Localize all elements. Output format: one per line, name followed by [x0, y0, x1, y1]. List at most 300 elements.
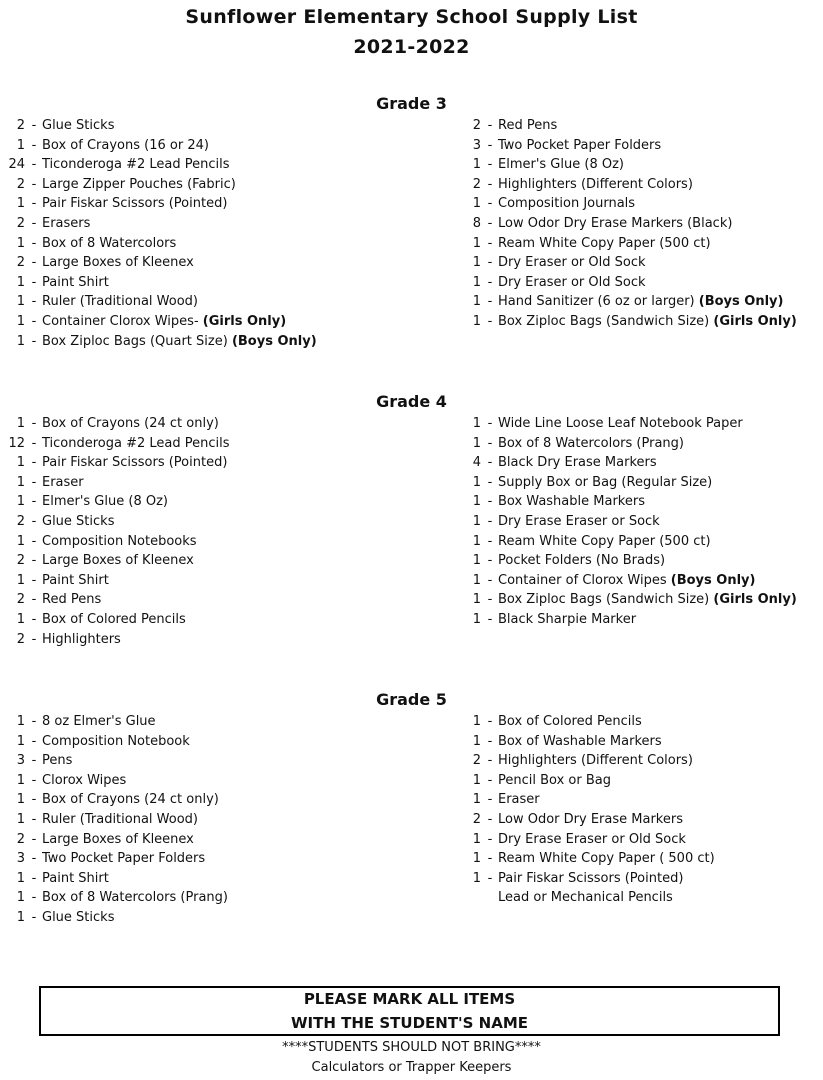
item-dash: - [487, 176, 493, 192]
item-label: Elmer's Glue (8 Oz) [498, 157, 624, 173]
item-quantity: 1 [16, 494, 25, 510]
item-label: Low Odor Dry Erase Markers [498, 812, 683, 827]
item-name [498, 215, 732, 232]
item-dash: - [31, 435, 37, 451]
notice-box [39, 986, 780, 1036]
item-name [42, 870, 109, 887]
item-dash: - [31, 333, 37, 349]
item-name [42, 293, 198, 310]
footer-warning: ****STUDENTS SHOULD NOT BRING**** [282, 1040, 541, 1055]
item-dash: - [487, 553, 493, 569]
item-dash: - [487, 157, 493, 173]
item-label: Ruler (Traditional Wood) [42, 812, 198, 827]
item-quantity: 1 [472, 435, 481, 451]
list-item [461, 831, 821, 848]
item-dash: - [31, 612, 37, 627]
item-quantity: 2 [16, 514, 25, 529]
grade-5-heading: Grade 5 [376, 690, 447, 709]
list-item [5, 215, 365, 232]
item-label: Container of Clorox Wipes [498, 572, 667, 588]
list-item [461, 274, 821, 291]
item-name [498, 137, 661, 154]
item-quantity: 12 [8, 435, 25, 451]
item-label: Glue Sticks [42, 514, 115, 529]
item-quantity: 1 [472, 612, 481, 627]
item-quantity: 1 [16, 533, 25, 549]
item-name [498, 752, 693, 769]
item-name [498, 733, 662, 750]
item-quantity: 2 [472, 118, 481, 133]
item-label: Eraser [498, 792, 540, 808]
list-item [5, 156, 365, 173]
item-dash: - [31, 870, 37, 886]
item-name [498, 572, 755, 589]
item-quantity: 1 [16, 314, 25, 329]
list-item [5, 572, 365, 589]
item-quantity: 1 [16, 333, 25, 349]
list-item [5, 831, 365, 848]
item-quantity: 1 [472, 792, 481, 808]
list-item [461, 811, 821, 828]
item-quantity: 1 [472, 831, 481, 847]
item-quantity: 2 [16, 592, 25, 608]
item-dash: - [487, 514, 493, 529]
item-name [42, 572, 109, 589]
item-dash: - [31, 890, 37, 906]
list-item [461, 889, 821, 906]
list-item [461, 752, 821, 769]
list-item [5, 772, 365, 789]
item-name [42, 333, 317, 350]
item-quantity: 1 [16, 274, 25, 290]
item-dash: - [487, 455, 493, 471]
item-quantity: 2 [16, 255, 25, 271]
item-dash: - [31, 851, 37, 867]
list-item [5, 274, 365, 291]
item-dash: - [487, 733, 493, 749]
item-label: Pocket Folders (No Brads) [498, 553, 666, 569]
list-item [5, 811, 365, 828]
item-label: Box of Washable Markers [498, 733, 662, 749]
item-dash: - [487, 416, 493, 431]
list-item [5, 195, 365, 212]
item-quantity: 1 [16, 714, 25, 729]
item-label: Large Boxes of Kleenex [42, 831, 194, 847]
item-quantity: 1 [16, 733, 25, 749]
item-quantity: 1 [472, 714, 481, 729]
item-label: Highlighters (Different Colors) [498, 176, 693, 192]
item-name [498, 117, 557, 134]
item-label: Glue Sticks [42, 118, 115, 133]
item-name [498, 313, 797, 330]
item-dash: - [31, 314, 37, 329]
item-name [498, 611, 636, 628]
item-name [42, 591, 101, 608]
item-name [42, 772, 126, 789]
item-label: Composition Journals [498, 196, 636, 212]
item-label: Highlighters (Different Colors) [498, 753, 693, 769]
school-year: 2021-2022 [353, 36, 470, 58]
item-quantity: 1 [472, 474, 481, 490]
list-item [461, 235, 821, 252]
item-dash: - [31, 812, 37, 827]
item-dash: - [31, 753, 37, 769]
item-label: Box of Crayons (24 ct only) [42, 792, 219, 808]
item-quantity: 2 [16, 118, 25, 133]
list-item [5, 474, 365, 491]
item-name [498, 850, 715, 867]
item-quantity: 24 [8, 157, 25, 173]
item-name [498, 493, 645, 510]
item-dash: - [487, 196, 493, 212]
list-item [461, 552, 821, 569]
item-dash: - [487, 494, 493, 510]
item-name [42, 274, 109, 291]
item-quantity: 2 [472, 176, 481, 192]
item-name [42, 215, 90, 232]
list-item [461, 454, 821, 471]
item-name [42, 552, 194, 569]
item-label: Box of 8 Watercolors (Prang) [498, 435, 684, 451]
item-quantity: 1 [16, 416, 25, 431]
item-name [498, 415, 743, 432]
list-item [461, 733, 821, 750]
list-item [5, 713, 365, 730]
item-label: Dry Erase Eraser or Old Sock [498, 831, 686, 847]
item-quantity: 1 [16, 612, 25, 627]
item-name [42, 850, 205, 867]
item-label: Ream White Copy Paper (500 ct) [498, 235, 711, 251]
list-item [5, 611, 365, 628]
item-quantity: 1 [16, 870, 25, 886]
list-item [5, 454, 365, 471]
item-quantity: 1 [472, 733, 481, 749]
item-name [42, 254, 194, 271]
list-item [461, 791, 821, 808]
item-label: Paint Shirt [42, 274, 109, 290]
item-label: Glue Sticks [42, 910, 115, 925]
item-label: Ruler (Traditional Wood) [42, 294, 198, 310]
item-dash: - [31, 216, 37, 231]
item-dash: - [487, 255, 493, 271]
item-dash: - [31, 196, 37, 212]
list-item [5, 293, 365, 310]
item-label: Pair Fiskar Scissors (Pointed) [42, 455, 228, 471]
item-dash: - [31, 514, 37, 529]
item-label: Composition Notebooks [42, 533, 197, 549]
item-label: Box Ziploc Bags (Sandwich Size) [498, 314, 710, 329]
item-name [42, 415, 219, 432]
grade-3-heading: Grade 3 [376, 94, 447, 113]
item-dash: - [487, 435, 493, 451]
item-dash: - [487, 533, 493, 549]
item-dash: - [31, 733, 37, 749]
item-name [42, 791, 219, 808]
item-label: Box of Crayons (16 or 24) [42, 137, 209, 153]
item-quantity: 2 [16, 176, 25, 192]
grade-4-heading: Grade 4 [376, 392, 447, 411]
item-name [498, 195, 635, 212]
list-item [5, 909, 365, 926]
item-dash: - [487, 216, 493, 231]
item-quantity: 1 [16, 455, 25, 471]
item-dash: - [31, 157, 37, 173]
list-item [5, 254, 365, 271]
item-dash: - [487, 474, 493, 490]
item-quantity: 2 [16, 831, 25, 847]
item-dash: - [31, 572, 37, 588]
list-item [5, 870, 365, 887]
list-item [5, 631, 365, 648]
item-label: Large Boxes of Kleenex [42, 255, 194, 271]
item-quantity: 1 [16, 890, 25, 906]
footer-items: Calculators or Trapper Keepers [311, 1060, 512, 1075]
item-dash: - [487, 851, 493, 867]
item-name [42, 752, 72, 769]
list-item [461, 591, 821, 608]
item-quantity: 1 [472, 870, 481, 886]
list-item [5, 752, 365, 769]
item-note: (Girls Only) [713, 592, 797, 608]
item-name [498, 552, 665, 569]
item-label: Paint Shirt [42, 572, 109, 588]
item-dash: - [31, 474, 37, 490]
item-name [42, 533, 197, 550]
item-name [42, 137, 209, 154]
item-quantity: 1 [472, 274, 481, 290]
item-dash: - [31, 553, 37, 569]
item-name [498, 274, 646, 291]
item-name [42, 156, 230, 173]
list-item [461, 435, 821, 452]
item-quantity: 1 [472, 196, 481, 212]
list-item [5, 435, 365, 452]
item-dash: - [31, 118, 37, 133]
item-label: Ream White Copy Paper ( 500 ct) [498, 851, 715, 867]
item-name [42, 176, 236, 193]
item-name [42, 235, 176, 252]
list-item [5, 117, 365, 134]
item-name [498, 235, 711, 252]
item-label: Black Dry Erase Markers [498, 455, 657, 471]
list-item [5, 513, 365, 530]
item-label: Black Sharpie Marker [498, 612, 637, 627]
item-label: Supply Box or Bag (Regular Size) [498, 474, 713, 490]
item-quantity: 3 [472, 137, 481, 153]
item-label: Ticonderoga #2 Lead Pencils [42, 435, 230, 451]
item-label: Large Boxes of Kleenex [42, 553, 194, 569]
item-quantity: 1 [16, 772, 25, 788]
item-label: Box of Crayons (24 ct only) [42, 416, 219, 431]
list-item [461, 156, 821, 173]
item-name [498, 513, 660, 530]
item-label: Erasers [42, 216, 91, 231]
item-note: (Boys Only) [698, 294, 784, 310]
list-item [5, 176, 365, 193]
item-quantity: 1 [472, 533, 481, 549]
item-quantity: 1 [16, 196, 25, 212]
item-name [498, 474, 712, 491]
item-quantity: 2 [472, 753, 481, 769]
item-name [498, 772, 611, 789]
item-quantity: 1 [472, 592, 481, 608]
item-quantity: 8 [472, 216, 481, 231]
item-name [498, 870, 683, 887]
item-dash: - [487, 612, 493, 627]
item-dash: - [487, 870, 493, 886]
item-label: Red Pens [42, 592, 102, 608]
item-dash: - [31, 714, 37, 729]
item-dash: - [487, 274, 493, 290]
list-item [5, 415, 365, 432]
item-quantity: 1 [16, 474, 25, 490]
item-dash: - [487, 572, 493, 588]
item-label: Large Zipper Pouches (Fabric) [42, 176, 236, 192]
item-dash: - [487, 294, 493, 310]
item-dash: - [31, 631, 37, 647]
item-name [42, 454, 227, 471]
list-item [461, 117, 821, 134]
item-label: Box of 8 Watercolors [42, 235, 177, 251]
item-name [42, 117, 114, 134]
item-label: Low Odor Dry Erase Markers (Black) [498, 216, 733, 231]
item-name [42, 513, 114, 530]
item-dash: - [31, 494, 37, 510]
list-item [461, 772, 821, 789]
list-item [461, 611, 821, 628]
item-dash: - [487, 314, 493, 329]
item-dash: - [487, 137, 493, 153]
item-name [42, 889, 228, 906]
item-dash: - [487, 772, 493, 788]
item-label: Box of 8 Watercolors (Prang) [42, 890, 228, 906]
item-label: Dry Eraser or Old Sock [498, 255, 646, 271]
item-quantity: 2 [16, 553, 25, 569]
item-name [498, 831, 686, 848]
list-item [5, 235, 365, 252]
list-item [461, 513, 821, 530]
list-item [5, 137, 365, 154]
item-quantity: 1 [16, 910, 25, 925]
item-label: Pair Fiskar Scissors (Pointed) [42, 196, 228, 212]
item-quantity: 2 [472, 812, 481, 827]
item-quantity: 1 [16, 235, 25, 251]
list-item [461, 293, 821, 310]
item-name [498, 591, 797, 608]
item-quantity: 1 [16, 792, 25, 808]
item-label: Box Washable Markers [498, 494, 645, 510]
list-item [461, 195, 821, 212]
list-item [461, 313, 821, 330]
item-quantity: 1 [472, 553, 481, 569]
item-label: Lead or Mechanical Pencils [498, 890, 673, 906]
item-dash: - [31, 137, 37, 153]
item-dash: - [31, 592, 37, 608]
notice-line-2: WITH THE STUDENT'S NAME [290, 1014, 529, 1032]
item-name [42, 195, 227, 212]
list-item [461, 493, 821, 510]
item-label: Two Pocket Paper Folders [42, 851, 206, 867]
list-item [461, 572, 821, 589]
item-name [498, 713, 642, 730]
item-name [42, 631, 121, 648]
item-label: Box Ziploc Bags (Sandwich Size) [498, 592, 710, 608]
item-name [42, 831, 194, 848]
list-item [5, 533, 365, 550]
item-quantity: 1 [472, 294, 481, 310]
item-label: Pair Fiskar Scissors (Pointed) [498, 870, 684, 886]
item-quantity: 1 [472, 572, 481, 588]
item-dash: - [31, 274, 37, 290]
item-label: Clorox Wipes [42, 772, 127, 788]
item-label: Ream White Copy Paper (500 ct) [498, 533, 711, 549]
item-dash: - [31, 235, 37, 251]
item-quantity: 1 [472, 772, 481, 788]
item-dash: - [31, 772, 37, 788]
item-name [498, 889, 673, 906]
item-name [42, 811, 198, 828]
item-note: (Boys Only) [670, 572, 756, 588]
list-item [5, 333, 365, 350]
item-label: Pencil Box or Bag [498, 772, 611, 788]
item-name [498, 791, 540, 808]
item-label: Composition Notebook [42, 733, 190, 749]
item-note: (Boys Only) [231, 333, 317, 349]
list-item [5, 850, 365, 867]
item-label: Red Pens [498, 118, 558, 133]
item-name [42, 474, 84, 491]
item-label: Container Clorox Wipes- [42, 314, 199, 329]
item-name [498, 293, 783, 310]
list-item [5, 552, 365, 569]
list-item [5, 313, 365, 330]
list-item [461, 533, 821, 550]
item-quantity: 1 [472, 235, 481, 251]
item-label: Box Ziploc Bags (Quart Size) [42, 333, 228, 349]
item-quantity: 1 [472, 851, 481, 867]
item-dash: - [31, 792, 37, 808]
item-name [42, 909, 114, 926]
item-label: Dry Eraser or Old Sock [498, 274, 646, 290]
list-item [5, 889, 365, 906]
item-name [42, 435, 230, 452]
item-label: Wide Line Loose Leaf Notebook Paper [498, 416, 743, 431]
list-item [5, 591, 365, 608]
list-item [461, 176, 821, 193]
item-dash: - [31, 176, 37, 192]
item-name [498, 454, 657, 471]
item-name [498, 533, 711, 550]
item-label: Pens [42, 753, 73, 769]
item-quantity: 1 [472, 494, 481, 510]
item-name [42, 313, 286, 330]
item-label: Eraser [42, 474, 84, 490]
list-item [461, 215, 821, 232]
item-dash: - [31, 533, 37, 549]
item-quantity: 2 [16, 216, 25, 231]
item-dash: - [487, 792, 493, 808]
item-dash: - [487, 753, 493, 769]
item-dash: - [487, 831, 493, 847]
item-quantity: 3 [16, 753, 25, 769]
item-name [498, 435, 684, 452]
item-label: Paint Shirt [42, 870, 109, 886]
item-quantity: 1 [16, 137, 25, 153]
item-name [42, 713, 156, 730]
list-item [461, 850, 821, 867]
item-label: Hand Sanitizer (6 oz or larger) [498, 294, 695, 310]
notice-line-1: PLEASE MARK ALL ITEMS [303, 990, 516, 1008]
